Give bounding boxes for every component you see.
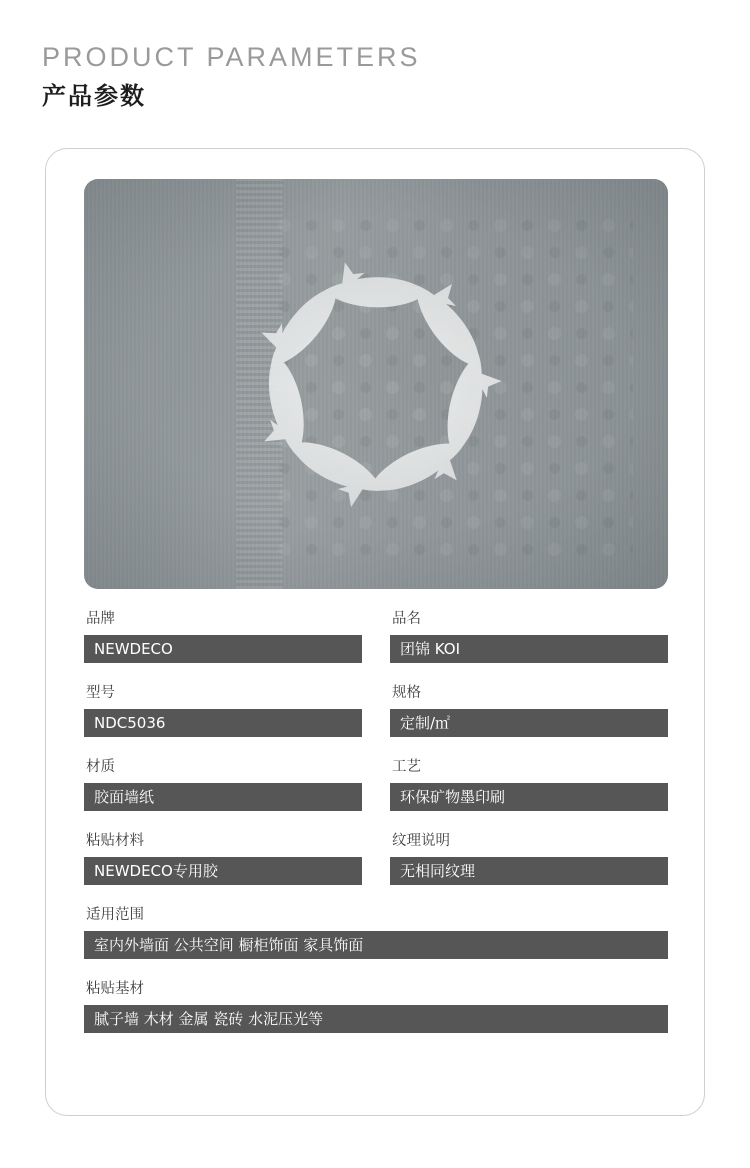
spec-label: 纹理说明: [392, 833, 450, 849]
spec-label: 型号: [86, 685, 115, 701]
spec-item-brand: [84, 609, 362, 663]
page-title-english: PRODUCT PARAMETERS: [42, 42, 421, 72]
spec-label: 材质: [86, 759, 115, 775]
spec-value: NEWDECO: [84, 635, 362, 663]
spec-value: 环保矿物墨印刷: [390, 783, 668, 811]
spec-item-substrate: [84, 979, 668, 1033]
spec-value: 室内外墙面 公共空间 橱柜饰面 家具饰面: [84, 931, 668, 959]
spec-label: 粘贴基材: [86, 981, 144, 997]
spec-item-adhesive: [84, 831, 362, 885]
image-vignette-layer: [84, 179, 668, 589]
spec-row: [84, 831, 668, 885]
spec-value: 定制/㎡: [390, 709, 668, 737]
spec-label: 品牌: [86, 611, 115, 627]
spec-label: 适用范围: [86, 907, 144, 923]
spec-item-application-scope: [84, 905, 668, 959]
spec-row: [84, 905, 668, 959]
spec-list: [84, 609, 668, 1053]
spec-item-craft: [390, 757, 668, 811]
page-header: [0, 0, 750, 114]
spec-item-texture-note: [390, 831, 668, 885]
spec-item-specification: [390, 683, 668, 737]
spec-value: NEWDECO专用胶: [84, 857, 362, 885]
spec-label: 规格: [392, 685, 421, 701]
spec-value: 胶面墙纸: [84, 783, 362, 811]
spec-value: 腻子墙 木材 金属 瓷砖 水泥压光等: [84, 1005, 668, 1033]
parameters-card: [45, 148, 705, 1116]
product-image: [84, 179, 668, 589]
spec-item-model: [84, 683, 362, 737]
spec-row: [84, 757, 668, 811]
spec-value: 团锦 KOI: [390, 635, 668, 663]
spec-label: 品名: [392, 611, 421, 627]
spec-value: NDC5036: [84, 709, 362, 737]
spec-item-material: [84, 757, 362, 811]
spec-row: [84, 979, 668, 1033]
spec-value: 无相同纹理: [390, 857, 668, 885]
spec-row: [84, 683, 668, 737]
spec-row: [84, 609, 668, 663]
spec-item-product-name: [390, 609, 668, 663]
page-title-chinese: 产品参数: [42, 83, 146, 110]
spec-label: 工艺: [392, 759, 421, 775]
spec-label: 粘贴材料: [86, 833, 144, 849]
